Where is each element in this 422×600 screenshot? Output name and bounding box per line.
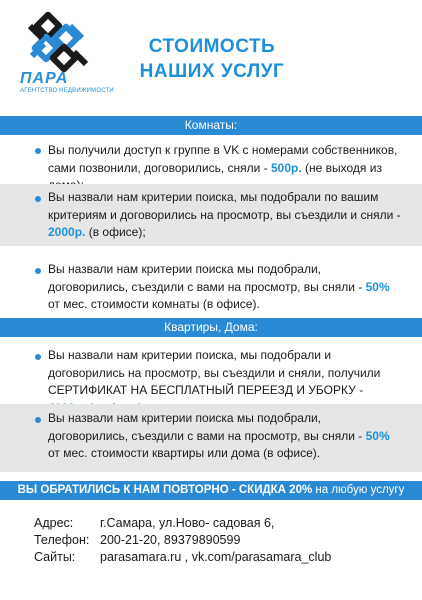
price: 2000р.	[48, 225, 86, 239]
item-text: Вы назвали нам критерии поиска мы подобрали, договорились, съездили с вами на просмотр, вы сняли - 50% от мес. стоимости квартиры или дома (в офисе).	[48, 411, 390, 460]
list-item	[0, 404, 422, 472]
price: 500р.	[271, 160, 302, 175]
brand-subtitle: АГЕНТСТВО НЕДВИЖИМОСТИ	[20, 88, 114, 94]
contacts	[34, 515, 414, 566]
contact-sites: Сайты: parasamara.ru , vk.com/parasamara_club	[34, 550, 332, 564]
bullet-icon	[35, 354, 41, 360]
contact-phone: Телефон: 200-21-20, 89379890599	[34, 533, 241, 547]
contact-address: Адрес: г.Самара, ул.Ново- садовая 6,	[34, 516, 275, 530]
list-item	[0, 138, 422, 182]
bullet-icon	[35, 268, 41, 274]
list-item	[0, 256, 422, 316]
price: 50%	[365, 428, 390, 443]
title-line-2: НАШИХ УСЛУГ	[139, 61, 285, 82]
section-rooms-header: Комнаты:	[0, 116, 422, 135]
price: 50%	[365, 279, 390, 294]
repeat-discount-banner: ВЫ ОБРАТИЛИСЬ К НАМ ПОВТОРНО - СКИДКА 20% на любую услугу	[0, 481, 422, 500]
brand-name: ПАРА	[20, 70, 69, 87]
bullet-icon	[35, 196, 41, 202]
item-text: Вы назвали нам критерии поиска мы подобрали, договорились, съездили с вами на просмотр, вы сняли - 50% от мес. стоимости комнаты (в офисе).	[48, 262, 390, 311]
item-text: Вы назвали нам критерии поиска, мы подобрали и договорились на просмотр, вы съездили и сняли, получили СЕРТИФИКАТ НА БЕСПЛАТНЫЙ ПЕРЕЕЗД И УБОРКУ -	[48, 347, 402, 417]
bullet-icon	[35, 148, 41, 154]
list-item	[0, 342, 422, 402]
item-text: Вы назвали нам критерии поиска, мы подобрали по вашим критериям и договорились на просмотр, вы съездили и сняли - 2000р. (в офисе);	[48, 190, 401, 239]
page-title	[112, 34, 312, 84]
bullet-icon	[35, 417, 41, 423]
item-text: Вы получили доступ к группе в VK с номерами собственников, сами позвонили, договорились, сняли - 500р. (не выходя из	[48, 143, 398, 175]
section-flats-header: Квартиры, Дома:	[0, 318, 422, 337]
title-line-1: СТОИМОСТЬ	[148, 36, 276, 57]
list-item	[0, 184, 422, 246]
